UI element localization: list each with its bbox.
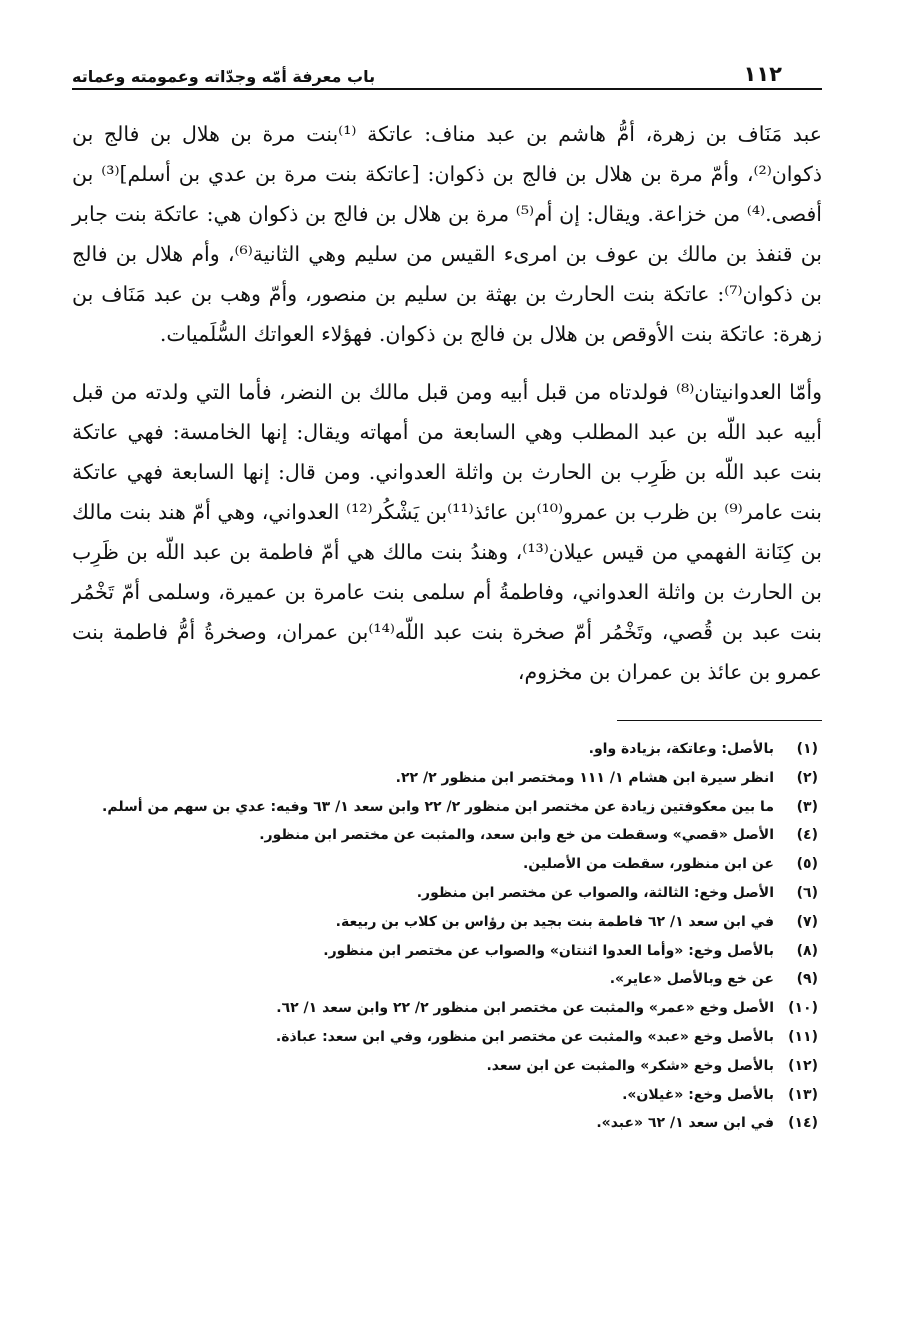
footnote-text: عن خع وبالأصل «عاير». <box>609 971 774 988</box>
footnote-text: بالأصل وخع «عبد» والمثبت عن مختصر ابن منظور، وفي ابن سعد: عباذة. <box>275 1028 774 1045</box>
footnote-number: (١٣) <box>788 1086 818 1103</box>
footnote-item <box>72 764 822 793</box>
footnote-number: (٩) <box>796 971 818 988</box>
footnote-item <box>72 1052 822 1081</box>
footnote-item <box>72 1023 822 1052</box>
footnote-number: (٣) <box>796 798 818 815</box>
footnote-number: (٨) <box>796 942 818 959</box>
footnotes-list <box>72 735 822 1138</box>
paragraph: وأمّا العدوانيتان⁽⁸⁾ فولدتاه من قبل أبيه ومن قبل مالك بن النضر، فأما التي ولدته من قبل أبيه عبد اللّه بن عبد المطلب وهي السابعة من أمهاته ويقال: إنها الخامسة: فهي عاتكة بنت عبد اللّه بن ظَرِب بن الحارث بن واثلة العدواني. ومن قال: إنها السابعة فهي عاتكة بنت عامر⁽⁹⁾ بن ظرب بن عمرو⁽¹⁰⁾بن عائذ⁽¹¹⁾بن يَشْكُر⁽¹²⁾ العدواني، وهي أمّ هند بنت مالك بن كِنَانة الفهمي من قيس عيلان⁽¹³⁾، وهندُ بنت مالك هي أمّ فاطمة بن عبد اللّه بن ظَرِب بن الحارث بن واثلة العدواني، وفاطمةُ أم سلمى بنت عامرة بن عميرة، وسلمى أمّ تَخْمُر بنت عبد بن قُصي، وتَخْمُر أمّ صخرة بنت عبد اللّه⁽¹⁴⁾بن عمران، وصخرةُ أمُّ فاطمة بنت عمرو بن عائذ بن عمران بن مخزوم، <box>72 380 823 684</box>
footnote-text: انظر سيرة ابن هشام ١/ ١١١ ومختصر ابن منظور ٢/ ٢٢. <box>395 769 774 786</box>
book-page <box>72 52 822 1152</box>
footnote-item <box>72 879 822 908</box>
footnote-number: (٧) <box>796 913 818 930</box>
footnote-item <box>72 908 822 937</box>
footnote-text: ما بين معكوفتين زيادة عن مختصر ابن منظور ٢/ ٢٢ وابن سعد ١/ ٦٣ وفيه: عدي بن سهم من أسلم. <box>102 798 774 815</box>
footnote-separator <box>617 720 822 721</box>
footnote-number: (١٢) <box>788 1057 818 1074</box>
footnote-item <box>72 1081 822 1110</box>
paragraph: عبد مَنَاف بن زهرة، أمُّ هاشم بن عبد مناف: عاتكة ⁽¹⁾بنت مرة بن هلال بن فالج بن ذكوان⁽²⁾، وأمّ مرة بن هلال بن فالج بن ذكوان: [عاتكة بنت مرة بن عدي بن أسلم]⁽³⁾ بن أفصى.⁽⁴⁾ من خزاعة. ويقال: إن أم⁽⁵⁾ مرة بن هلال بن فالج بن ذكوان هي: عاتكة بنت جابر بن قنفذ بن مالك بن عوف بن امرىء القيس من سليم وهي الثانية⁽⁶⁾، وأم هلال بن فالج بن ذكوان⁽⁷⁾: عاتكة بنت الحارث بن بهثة بن سليم بن منصور، وأمّ وهب بن عبد مَنَاف بن زهرة: عاتكة بنت الأوقص بن هلال بن فالج بن ذكوان. فهؤلاء العواتك السُّلَميات. <box>72 122 823 346</box>
footnote-item <box>72 937 822 966</box>
main-text <box>72 114 822 692</box>
footnote-item <box>72 994 822 1023</box>
footnote-item <box>72 1109 822 1138</box>
footnote-text: بالأصل وخع «شكر» والمثبت عن ابن سعد. <box>486 1057 774 1074</box>
footnote-text: الأصل وخع «عمر» والمثبت عن مختصر ابن منظور ٢/ ٢٢ وابن سعد ١/ ٦٢. <box>276 1000 774 1017</box>
footnote-item <box>72 850 822 879</box>
footnote-text: عن ابن منظور، سقطت من الأصلين. <box>522 856 774 873</box>
footnote-text: بالأصل وخع: «غيلان». <box>622 1086 774 1103</box>
page-header <box>72 52 822 90</box>
footnote-item <box>72 965 822 994</box>
footnote-number: (١٠) <box>788 1000 818 1017</box>
footnote-number: (١٤) <box>788 1115 818 1132</box>
footnote-text: بالأصل وخع: «وأما العدوا اثنتان» والصواب عن مختصر ابن منظور. <box>323 942 774 959</box>
footnote-number: (٢) <box>796 769 818 786</box>
footnote-text: في ابن سعد ١/ ٦٢ فاطمة بنت بجيد بن رؤاس بن كلاب بن ربيعة. <box>335 913 774 930</box>
footnote-item <box>72 735 822 764</box>
footnote-item <box>72 821 822 850</box>
footnote-text: الأصل وخع: الثالثة، والصواب عن مختصر ابن منظور. <box>416 884 774 901</box>
footnote-number: (١) <box>796 741 818 757</box>
footnote-text: في ابن سعد ١/ ٦٢ «عبد». <box>596 1115 774 1132</box>
footnote-item <box>72 793 822 822</box>
footnote-number: (٦) <box>796 884 818 901</box>
footnote-number: (٥) <box>796 856 818 873</box>
page-number: ١١٢ <box>743 62 782 86</box>
footnote-number: (١١) <box>788 1028 818 1045</box>
footnote-text: الأصل «قصي» وسقطت من خع وابن سعد، والمثبت عن مختصر ابن منظور. <box>259 827 774 844</box>
footnote-text: بالأصل: وعاتكة، بزيادة واو. <box>588 741 774 757</box>
running-title: باب معرفة أمّه وجدّاته وعمومته وعماته <box>72 67 376 86</box>
footnote-number: (٤) <box>796 827 818 844</box>
